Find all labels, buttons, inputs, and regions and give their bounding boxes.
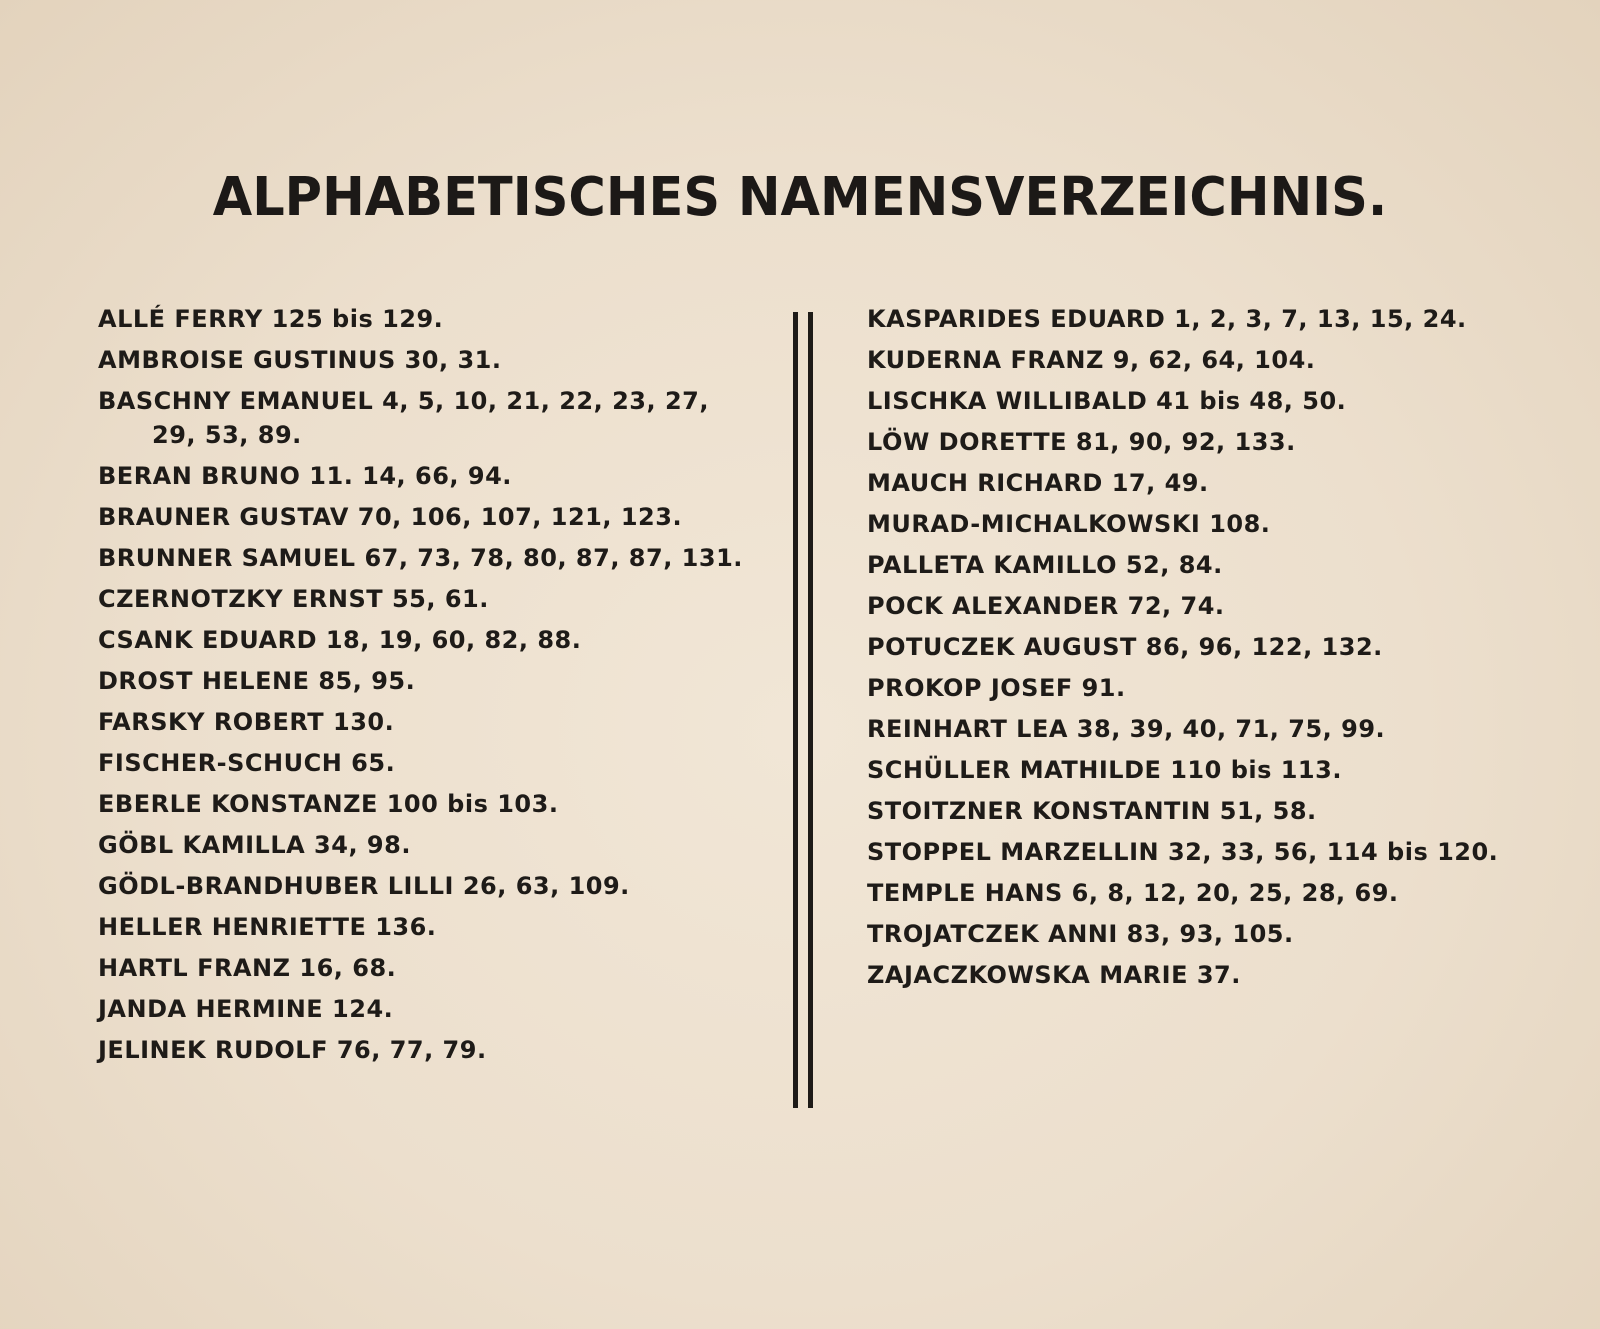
index-entry: POCK ALEXANDER 72, 74. (867, 592, 1225, 620)
index-entry: EBERLE KONSTANZE 100 bis 103. (98, 790, 559, 818)
index-entry: PROKOP JOSEF 91. (867, 674, 1126, 702)
index-entry: ZAJACZKOWSKA MARIE 37. (867, 961, 1241, 989)
index-entry: TROJATCZEK ANNI 83, 93, 105. (867, 920, 1294, 948)
index-entry: GÖBL KAMILLA 34, 98. (98, 831, 411, 859)
index-entry: BRAUNER GUSTAV 70, 106, 107, 121, 123. (98, 503, 683, 531)
index-entry: MAUCH RICHARD 17, 49. (867, 469, 1209, 497)
index-entry: CSANK EDUARD 18, 19, 60, 82, 88. (98, 626, 582, 654)
index-entry: LISCHKA WILLIBALD 41 bis 48, 50. (867, 387, 1347, 415)
index-entry: STOITZNER KONSTANTIN 51, 58. (867, 797, 1317, 825)
index-entry: CZERNOTZKY ERNST 55, 61. (98, 585, 489, 613)
index-entry: HELLER HENRIETTE 136. (98, 913, 437, 941)
left-column (98, 302, 758, 1074)
index-entry: ALLÉ FERRY 125 bis 129. (98, 305, 444, 333)
index-entry: POTUCZEK AUGUST 86, 96, 122, 132. (867, 633, 1383, 661)
index-entry: STOPPEL MARZELLIN 32, 33, 56, 114 bis 120. (867, 838, 1499, 866)
index-entry: SCHÜLLER MATHILDE 110 bis 113. (867, 756, 1342, 784)
index-entry: DROST HELENE 85, 95. (98, 667, 416, 695)
index-entry: TEMPLE HANS 6, 8, 12, 20, 25, 28, 69. (867, 879, 1399, 907)
index-entry: KUDERNA FRANZ 9, 62, 64, 104. (867, 346, 1316, 374)
index-entry: GÖDL-BRANDHUBER LILLI 26, 63, 109. (98, 872, 630, 900)
index-entry: FARSKY ROBERT 130. (98, 708, 395, 736)
index-entry: JANDA HERMINE 124. (98, 995, 394, 1023)
index-entry: BASCHNY EMANUEL 4, 5, 10, 21, 22, 23, 27, 29, 53, 89. (98, 387, 709, 449)
divider-rule (793, 312, 798, 1108)
index-entry: JELINEK RUDOLF 76, 77, 79. (98, 1036, 487, 1064)
index-entry: BRUNNER SAMUEL 67, 73, 78, 80, 87, 87, 131. (98, 544, 743, 572)
index-entry: REINHART LEA 38, 39, 40, 71, 75, 99. (867, 715, 1386, 743)
index-entry: FISCHER-SCHUCH 65. (98, 749, 396, 777)
index-entry: BERAN BRUNO 11. 14, 66, 94. (98, 462, 512, 490)
index-entry: PALLETA KAMILLO 52, 84. (867, 551, 1223, 579)
index-entry: HARTL FRANZ 16, 68. (98, 954, 397, 982)
page-title: ALPHABETISCHES NAMENSVERZEICHNIS. (212, 166, 1388, 229)
index-entry: MURAD-MICHALKOWSKI 108. (867, 510, 1271, 538)
right-column (867, 302, 1517, 999)
index-entry: KASPARIDES EDUARD 1, 2, 3, 7, 13, 15, 24. (867, 305, 1467, 333)
divider-rule (808, 312, 813, 1108)
column-divider (793, 312, 815, 1108)
index-entry: LÖW DORETTE 81, 90, 92, 133. (867, 428, 1296, 456)
index-entry: AMBROISE GUSTINUS 30, 31. (98, 346, 502, 374)
